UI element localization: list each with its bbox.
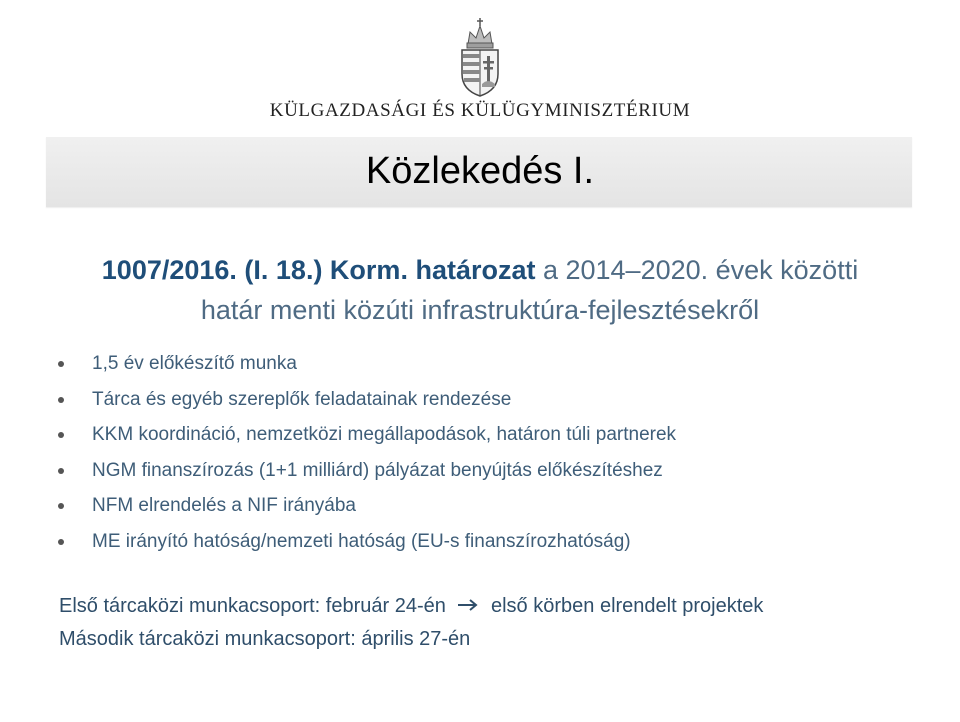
bullet-item: NGM finanszírozás (1+1 milliárd) pályázat benyújtás előkészítéshez [56, 460, 676, 496]
arrow-right-icon [457, 595, 479, 618]
bullet-item: 1,5 év előkészítő munka [56, 353, 676, 389]
bullet-list [56, 353, 676, 566]
bullet-item: KKM koordináció, nemzetközi megállapodások, határon túli partnerek [56, 424, 676, 460]
subtitle-line-2: határ menti közúti infrastruktúra-fejlesztésekről [200, 295, 760, 325]
bullet-item: Tárca és egyéb szereplők feladatainak rendezése [56, 389, 676, 425]
footer-first-meeting: Első tárcaközi munkacsoport: február 24-én [59, 595, 446, 617]
slide-subtitle [0, 250, 960, 330]
subtitle-decree: 1007/2016. (I. 18.) Korm. határozat [101, 255, 536, 285]
footer-line-2: Második tárcaközi munkacsoport: április 27-én [59, 628, 471, 650]
footer-first-projects: első körben elrendelt projektek [490, 595, 764, 617]
ministry-name: KÜLGAZDASÁGI ÉS KÜLÜGYMINISZTÉRIUM [269, 100, 691, 121]
bullet-item: NFM elrendelés a NIF irányába [56, 495, 676, 531]
slide-title: Közlekedés I. [365, 150, 595, 192]
subtitle-line-1 [0, 250, 960, 290]
footer-line-1 [59, 595, 763, 618]
coat-of-arms-icon [454, 14, 506, 98]
bullet-item: ME irányító hatóság/nemzeti hatóság (EU-s finanszírozhatóság) [56, 531, 676, 567]
subtitle-rest: a 2014–2020. évek közötti [535, 255, 859, 285]
